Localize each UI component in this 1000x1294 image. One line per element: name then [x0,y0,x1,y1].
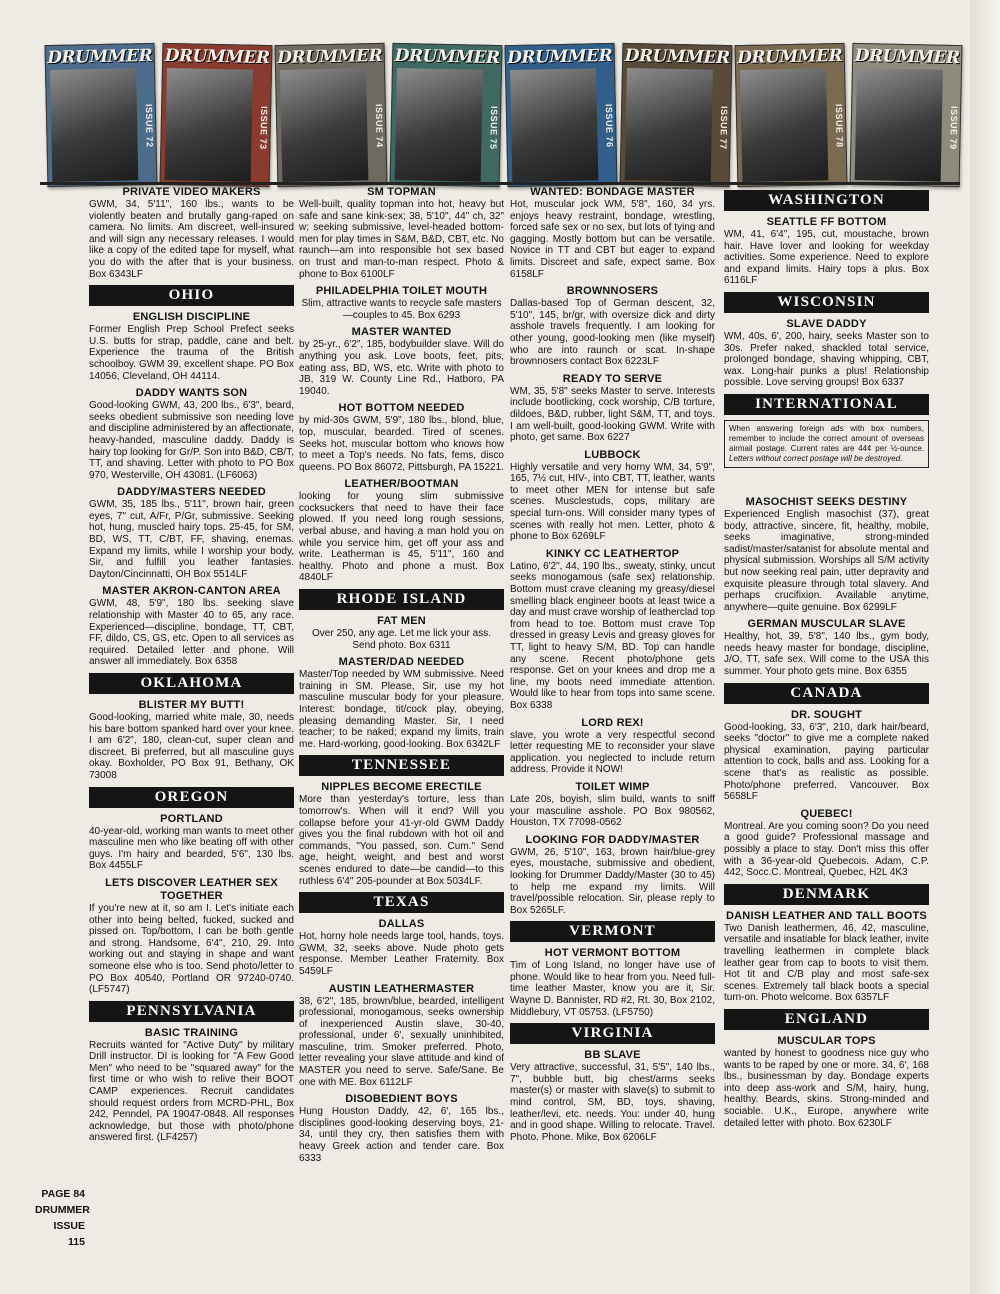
ad-headline: LUBBOCK [584,448,641,461]
ad-headline: SM TOPMAN [367,186,436,198]
region-banner: VERMONT [510,921,715,942]
region-banner: RHODE ISLAND [299,589,504,610]
postage-notice [724,420,929,468]
issue-covers-strip [40,36,970,186]
region-banner: PENNSYLVANIA [89,1001,294,1022]
cover-masthead: DRUMMER [624,45,730,69]
cover-masthead: DRUMMER [737,45,843,69]
ad-body: WM, 41, 6'4", 195, cut, moustache, brown hair. Have lover and looking for weekday activities. Some experience. Need to explore and expand limits. Hairy tops a plus. Box 6116LF [724,229,929,287]
region-banner: CANADA [724,683,929,704]
cover-masthead: DRUMMER [47,45,153,69]
cover-masthead: DRUMMER [394,45,500,69]
ad-headline: MASOCHIST SEEKS DESTINY [745,495,908,508]
ad-body: Dallas-based Top of German descent, 32, 5'10", 145, br/gr, with oversize dick and dirty asshole travels frequently. I am looking for other young, good-looking men (like myself) who are into raunch or scat. In-shape brownnosers contact Box 6223LF [510,298,715,368]
region-banner: OKLAHOMA [89,673,294,694]
column-4 [724,186,929,1134]
region-banner: OREGON [89,787,294,808]
cover-issue-label: ISSUE 74 [373,103,385,148]
ad-headline: PHILADELPHIA TOILET MOUTH [315,285,488,298]
issue-cover [275,43,388,187]
ad-headline: LOOKING FOR DADDY/MASTER [525,833,700,846]
ad-body: GWM, 26, 5'10", 163, brown hair/blue-grey eyes, moustache, submissive and obedient, looking for Drummer Daddy/Master (30 to 45) to help me expand my limits. Will travel/possible relocation. Sir, please reply to Box 5265LF. [510,846,715,916]
cover-issue-label: ISSUE 77 [718,105,730,150]
ad-headline: HOT BOTTOM NEEDED [338,402,465,415]
ad-body: Highly versatile and very horny WM, 34, 5'9", 165, 7½ cut, HIV-, into CBT, TT, leather, wants to meet other MEN for intense but safe scenes. Musclestuds, cops, military are special turn-ons. Will consider many types of scenes with really hot men. Letter, photo & phone to Box 6269LF [510,461,715,543]
ad-body: wanted by honest to goodness nice guy who wants to be raped by one or more. 34, 6', 168 lbs., businessman by day. Bondage experts into deep ass-work and S/M, hairy, hung, healthy. Beards, skins. Strong-minded and sociable. U.K., Europe, anywhere write detailed letter with photo. Box 6230LF [724,1047,929,1129]
issue-number: ISSUE 115 [53,1220,85,1248]
ad-body: WM, 35, 5'8" seeks Master to serve. Interests include bootlicking, cock worship, C/B torture, dildoes, B&D, rubber, light S&M, TT, and toys. I am well-built, good-looking GWM. Write with photo, get same. Box 6227 [510,385,715,444]
issue-cover [735,43,848,187]
ad-body: Hot, muscular jock WM, 5'8", 160, 34 yrs. enjoys heavy restraint, bondage, wrestling, forced safe sex or no sex, but lots of tying and gagging. Mostly bottom but can be versatile. Novice in TT and CBT but eager to expand limits. Discreet and safe, expect same. Box 6158LF [510,199,715,280]
region-banner: WASHINGTON [724,190,929,211]
spacer [724,474,929,496]
cover-issue-label: ISSUE 73 [258,105,270,150]
ad-headline: PRIVATE VIDEO MAKERS [122,186,261,198]
ad-headline: QUEBEC! [800,807,853,820]
ad-headline: MASTER AKRON-CANTON AREA [102,585,281,598]
ad-headline: DISOBEDIENT BOYS [345,1093,458,1106]
ad-body: Tim of Long Island, no longer have use of phone. Would like to hear from you. Need full-time leather Master, know you are it, Sir. Wayne D. Bannister, RD #2, Rt. 30, Box 2102, Middlebury, VT 05753. (LF5750) [510,960,715,1018]
ad-body: Well-built, quality topman into hot, heavy but safe and sane kink-sex; 38, 5'10", 44" ch, 32" w; seeking submissive, level-headed bottom-men for play times in S&M, B&D, CBT, etc. No raunch—am into responsible hot sex based on trust and man-to-man respect. Photo & phone to Box 6100LF [299,199,504,280]
column-2 [299,186,504,1169]
ad-body: Late 20s, boyish, slim build, wants to sniff your masculine asshole. PO Box 980562, Houston, TX 77098-0562 [510,793,715,829]
ad-body: 38, 6'2", 185, brown/blue, bearded, intelligent professional, monogamous, seeks ownership of inexperienced Austin slave, 30-40, professional, under 6', sexually uninhibited, masculine, trim. Smoker preferred. Photo, letter revealing your slave attitude and kind of MASTER you need to serve. Safe/Sane. Be one with ME. Box 6112LF [299,995,504,1088]
region-banner: WISCONSIN [724,292,929,313]
ad-headline: BASIC TRAINING [144,1026,239,1039]
ad-body: GWM, 48, 5'9", 180 lbs. seeking slave relationship with Master 40 to 65, any race. Experienced—discipline, bondage, TT, CBT, FF, dildo, CS, GS, etc. Open to all services as required. Detailed letter and phone. Will answer all immediately. Box 6358 [89,598,294,668]
ad-headline: DADDY/MASTERS NEEDED [117,486,266,499]
cover-masthead: DRUMMER [277,45,383,69]
issue-cover [620,43,733,187]
ad-headline: AUSTIN LEATHERMASTER [328,982,475,995]
ad-body: slave, you wrote a very respectful second letter requesting ME to reconsider your slave application. you neglected to include return address. Provide it NOW! [510,729,715,776]
ad-headline: LEATHER/BOOTMAN [344,478,459,491]
ad-headline: LETS DISCOVER LEATHER SEX TOGETHER [105,876,278,902]
ad-headline: HOT VERMONT BOTTOM [544,947,681,960]
ad-body: Latino, 6'2", 44, 190 lbs., sweaty, stinky, uncut seeks monogamous (safe sex) relationship. Bottom must crave cleaning my greasy/diesel smelling black engineer boots at least twice a day and must crave worship of leatherclad top from head to toe. Bottom must crave Top dressed in greasy Levis and greasy gloves for TT, light to heavy S/M, BD. Top can handle any scene. Recent photo/phone gets response. Get on your knees and drop me a line, my boots need immediate attention. Would like to hear from tops into same scene. Box 6338 [510,560,715,711]
ad-headline: KINKY CC LEATHERTOP [545,547,680,560]
ad-body: Recruits wanted for "Active Duty" by military Drill instructor. DI is looking for "A Few Good Men" who need to be "squared away" for the first time or who wish to relive their BOOT CAMP experiences. Recruit candidates should request orders from MCRD-PHL, Box 242, Penndel, PA 19047-0848. All responses acknowledge, but those with photo/phone answered first. (LF4257) [89,1039,294,1144]
ad-body: Healthy, hot, 39, 5'8", 140 lbs., gym body, needs heavy master for bondage, discipline, J/O, TT, safe sex. Will come to the USA this summer. Your photo gets mine. Box 6355 [724,631,929,678]
magazine-name: DRUMMER [35,1204,90,1216]
ad-headline: LORD REX! [581,716,644,729]
ad-body: More than yesterday's torture, less than tomorrow's. When will it end? Will you collapse before your 41-yr-old GWM Daddy gives you the final rubdown with hot oil and commands, "You passed, son. Cum." Send age, height, weight, and best and worst scenes endured to date—be candid—to this ruthless 6'4" 205-pounder at Box 5034LF. [299,794,504,887]
ad-headline: GERMAN MUSCULAR SLAVE [747,618,906,631]
issue-cover [390,43,503,187]
issue-cover [505,43,618,187]
cover-photo [165,68,253,182]
ad-headline: BROWNNOSERS [566,285,659,298]
cover-masthead: DRUMMER [164,45,270,69]
region-banner: INTERNATIONAL [724,394,929,415]
ad-headline: NIPPLES BECOME ERECTILE [321,781,482,794]
issue-cover [45,43,158,187]
ad-body: GWM, 34, 5'11", 160 lbs., wants to be violently beaten and brutally gang-raped on camera. No limits. Am discreet, well-insured and will sign any necessary releases. I would like a copy of the edited tape for myself, what you do with the after that is your business. Box 6343LF [89,199,294,280]
ad-body: WM, 40s, 6', 200, hairy, seeks Master son to 30s. Prefer naked, shackled total service, prolonged bondage, shaving whipping, CBT, wax. Long-hair punks a plus! Relationship possible. Love serving groups! Box 6337 [724,330,929,389]
cover-masthead: DRUMMER [854,45,960,69]
ad-headline: BB SLAVE [584,1049,641,1062]
cover-issue-label: ISSUE 75 [488,105,500,150]
ad-body: Two Danish leathermen, 46, 42, masculine, versatile and insatiable for black leather, invite travelling leathermen in complete black leather gear from cap to boots to visit them. Hot tit and C/B play and most safe-sex scenes. Extremely tall black boots a special turn-on. Photo welcome. Box 6357LF [724,922,929,1004]
ad-headline: DALLAS [378,918,425,931]
ad-headline: ENGLISH DISCIPLINE [132,311,251,324]
column-1 [89,186,294,1149]
region-banner: DENMARK [724,884,929,905]
region-banner: TENNESSEE [299,755,504,776]
ad-headline: WANTED: BONDAGE MASTER [530,186,695,198]
region-banner: OHIO [89,285,294,306]
ad-body: looking for young slim submissive cocksuckers that need to have their face plowed. If you need long rough sessions, verbal abuse, and having a man hold you on while you service him, get off your ass and write. Leatherman is 45, 5'11", 160 and healthy. Photo and phone a must. Box 4840LF [299,491,504,584]
cover-issue-label: ISSUE 72 [143,103,155,148]
column-3 [510,186,715,1148]
ad-body: Slim, attractive wants to recycle safe masters—couples to 45. Box 6293 [301,298,502,321]
ad-body: Master/Top needed by WM submissive. Need training in SM. Please, Sir, use my hot masculine muscular body for your pleasure. Interest: bondage, tit/cock play, obeying, pleasing demanding Master. Sir, I need teacher; to be naked; expand my limits, train me. Hard-working, good-looking. Box 6342LF [299,669,504,750]
ad-headline: DR. SOUGHT [790,708,863,721]
ad-body: Montreal. Are you coming soon? Do you need a good guide? Professional massage and possibly a place to stay. Don't miss this offer with a 36-year-old Quebecois. Adam, C.P. 442, Socc.C. Montreal, Quebec, H2L 4K3 [724,820,929,879]
ad-body: Over 250, any age. Let me lick your ass. Send photo. Box 6311 [312,628,491,651]
cover-masthead: DRUMMER [507,45,613,69]
ad-body: by 25-yr., 6'2", 185, bodybuilder slave. Will do anything you ask. Love boots, feet, pits, eating ass, BD, WS, etc. Write with photo to JB, 319 W. County Line Rd., Hatboro, PA 19040. [299,339,504,397]
cover-photo [280,68,368,182]
covers-divider [40,182,960,185]
ad-body: 40-year-old, working man wants to meet other masculine men who like beating off with other guys. I'm hairy and bearded, 5'6", 130 lbs. Box 4455LF [89,825,294,872]
ad-headline: MASTER WANTED [351,326,452,339]
ad-body: by mid-30s GWM, 5'9", 180 lbs., blond, blue, top, muscular, bearded. Tired of scenes. Seeks hot, muscular bottom who knows how to meet a Top's needs. No fats, fems, disco queens. PO Box 86072, Pittsburgh, PA 15221. [299,415,504,473]
ad-body: Hung Houston Daddy, 42, 6', 165 lbs., disciplines good-looking deserving boys, 21-34, until they cry, then satisfies them with heavy Greek action and tender care. Box 6333 [299,1106,504,1164]
region-banner: ENGLAND [724,1009,929,1030]
cover-issue-label: ISSUE 79 [948,105,960,150]
page-edge [970,0,1000,1294]
ad-headline: MASTER/DAD NEEDED [338,656,465,669]
ad-headline: READY TO SERVE [562,372,663,385]
ad-headline: FAT MEN [377,615,426,628]
ad-body: Hot, horny hole needs large tool, hands, toys. GWM, 32, seeks above. Nude photo gets response. Member Leather Fraternity. Box 5459LF [299,931,504,977]
ad-body: Good-looking, 33, 6'3", 210, dark hair/beard, seeks "doctor" to give me a complete naked physical examination, paying particular attention to cock, balls and ass. Looking for a scene that's as realistic as possible. Photo/phone preferred. Vancouver. Box 5658LF [724,721,929,803]
ad-headline: SLAVE DADDY [786,317,867,330]
ad-body: Experienced English masochist (37), great body, attractive, sincere, fit, healthy, mobile, seeks imaginative, strong-minded sadist/master/satanist for absolute mental and physical submission. Worships all S/M activity but now seeking real pain, utter depravity and exquisite pleasure through total slavery. And perhaps crucifixion. Available anytime, anywhere—quite genuine. Box 6299LF [724,508,929,613]
cover-photo [625,68,713,182]
ad-headline: TOILET WIMP [575,780,650,793]
ad-body: GWM, 35, 185 lbs., 5'11", brown hair, green eyes, 7" cut, A/Fr, P/Gr, submissive. Seeking hot, hung, muscled hairy tops. 25-45, for SM, BD, WS, TT, C/BT, FF, shaving, enemas. Expand my limits, while I worship your body, Sir, and fulfill you leather fantasies. Dayton/Cincinnatti, OH Box 5514LF [89,499,294,580]
ad-headline: DANISH LEATHER AND TALL BOOTS [726,909,927,922]
ad-headline: MUSCULAR TOPS [777,1034,876,1047]
cover-issue-label: ISSUE 78 [833,103,845,148]
region-banner: TEXAS [299,892,504,913]
ad-headline: SEATTLE FF BOTTOM [766,216,887,228]
ad-body: Former English Prep School Prefect seeks U.S. butts for strap, paddle, cane and belt. Experience the trauma of the British schoolboy. GWM 39, excellent shape. PO Box 14056, Cleveland, OH 44114. [89,324,294,382]
cover-photo [855,68,943,182]
cover-photo [395,68,483,182]
ad-headline: BLISTER MY BUTT! [138,699,245,711]
cover-photo [510,68,598,182]
cover-photo [740,68,828,182]
notice-text: When answering foreign ads with box numbers, remember to include the correct amount of overseas airmail postage. Current rates are 44¢ per ½-ounce. [729,423,924,453]
cover-issue-label: ISSUE 76 [603,103,615,148]
ad-body: If you're new at it, so am I. Let's initiate each other into being belted, fucked, sucked and pissed on. Top/bottom, I can be both gentle and strong. Handsome, 6'4", 210, 29. Into working out and staying in shape and want someone else who is too. Send photo/letter to PO Box 40540, Portland OR 97240-0740. (LF5747) [89,902,294,996]
page-number: PAGE 84 [41,1188,85,1200]
ad-headline: PORTLAND [160,812,223,825]
region-banner: VIRGINIA [510,1023,715,1044]
ad-body: Good-looking GWM, 43, 200 lbs., 6'3", beard, seeks obedient submissive son needing love and discipline administered by an affectionate, heavy-handed, masculine daddy. Daddy is hairy top looking for Gr/P. Son into B&D, CB/T, TT, and shaving. Letter with photo to PO Box 970, Westerville, OH 43081. (LF6063) [89,400,294,481]
issue-cover [160,43,273,187]
cover-photo [50,68,138,182]
ad-body: Very attractive, successful, 31, 5'5", 140 lbs., 7", bubble butt, big chest/arms seeks master(s) or master with slave(s) to submit to mind control, SM, BD, toys, shaving, leather/levi, etc. needs. You: under 40, hung and in good shape. Willing to relocate. Travel. Photo. Phone. Mike, Box 6206LF [510,1062,715,1143]
issue-cover [850,43,963,187]
notice-warning: Letters without correct postage will be destroyed. [729,453,903,463]
ad-body: Good-looking, married white male, 30, needs his bare bottom spanked hard over your knee. I am 6'2", 180, clean-cut, super clean and discreet. Bi preferred, but all masculine guys okay. Boxholder, PO Box 91, Bethany, OK 73008 [89,712,294,781]
ad-headline: DADDY WANTS SON [135,387,248,400]
page-folio [35,1186,90,1250]
